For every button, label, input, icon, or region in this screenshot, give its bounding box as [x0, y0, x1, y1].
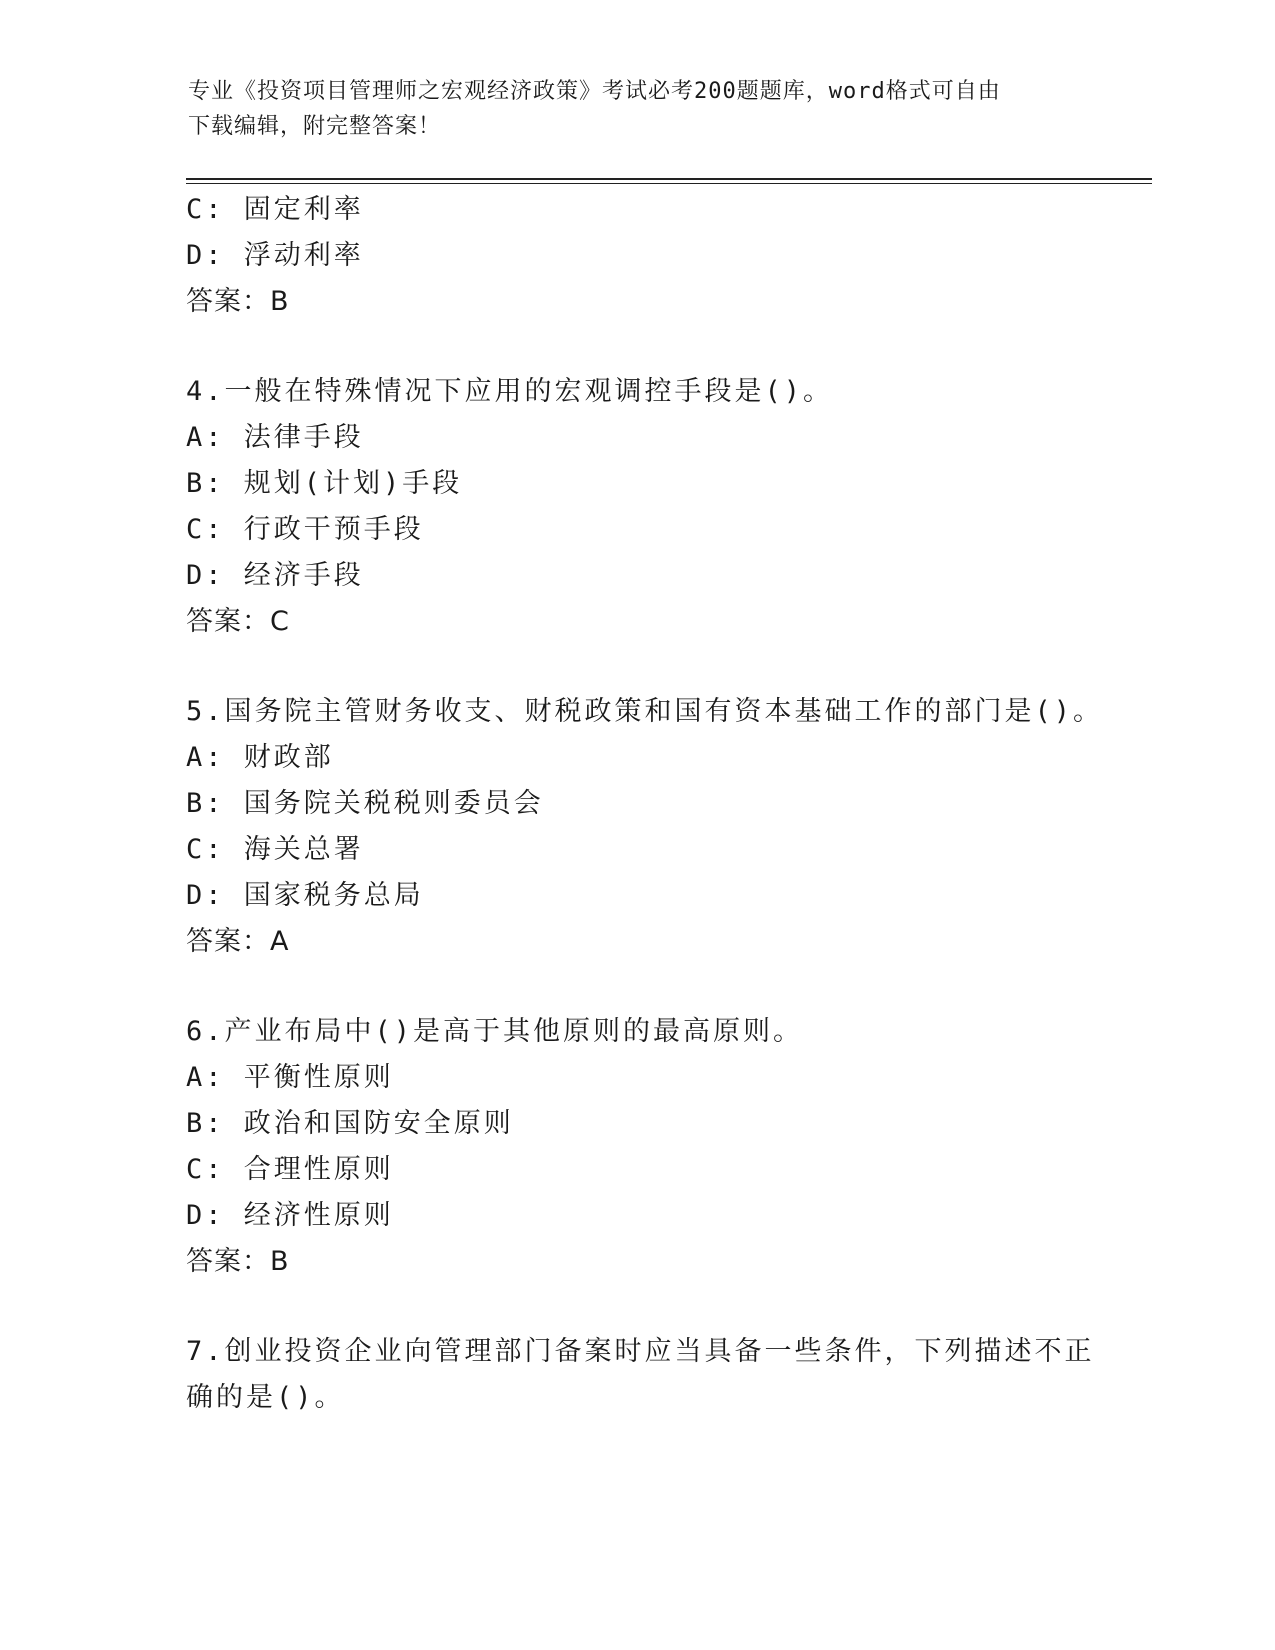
q3-answer: 答案：B	[186, 286, 290, 317]
q6-option-c: C: 合理性原则	[186, 1154, 394, 1185]
q7-question	[186, 1329, 1126, 1421]
q5-answer: 答案：A	[186, 926, 290, 957]
q3-option-d: D: 浮动利率	[186, 240, 364, 271]
q6-option-a: A: 平衡性原则	[186, 1062, 394, 1093]
q5-option-c: C: 海关总署	[186, 834, 364, 865]
header-line-2: 下载编辑，附完整答案！	[188, 114, 442, 139]
q4-option-c: C: 行政干预手段	[186, 514, 424, 545]
question-list	[186, 187, 1126, 1421]
q7-question-line-2: 确的是()。	[186, 1382, 345, 1413]
q5-option-a: A: 财政部	[186, 742, 334, 773]
q6-option-b: B: 政治和国防安全原则	[186, 1108, 514, 1139]
spacer	[186, 965, 1126, 1009]
q6-answer: 答案：B	[186, 1246, 290, 1277]
q6-question: 6.产业布局中()是高于其他原则的最高原则。	[186, 1016, 804, 1047]
header-divider-thin	[186, 183, 1152, 184]
q5-option-d: D: 国家税务总局	[186, 880, 424, 911]
q7-question-line-1: 7.创业投资企业向管理部门备案时应当具备一些条件，下列描述不正	[186, 1336, 1095, 1367]
header-divider-thick	[186, 178, 1152, 180]
q4-question: 4.一般在特殊情况下应用的宏观调控手段是()。	[186, 376, 834, 407]
q4-option-b: B: 规划(计划)手段	[186, 468, 463, 499]
document-header	[188, 74, 1088, 144]
spacer	[186, 645, 1126, 689]
spacer	[186, 325, 1126, 369]
q4-answer: 答案：C	[186, 606, 290, 637]
q4-option-a: A: 法律手段	[186, 422, 364, 453]
spacer	[186, 1285, 1126, 1329]
q3-option-c: C: 固定利率	[186, 194, 364, 225]
q4-option-d: D: 经济手段	[186, 560, 364, 591]
q6-option-d: D: 经济性原则	[186, 1200, 394, 1231]
header-line-1: 专业《投资项目管理师之宏观经济政策》考试必考200题题库，word格式可自由	[188, 79, 1001, 104]
q5-question: 5.国务院主管财务收支、财税政策和国有资本基础工作的部门是()。	[186, 696, 1104, 727]
q5-option-b: B: 国务院关税税则委员会	[186, 788, 544, 819]
